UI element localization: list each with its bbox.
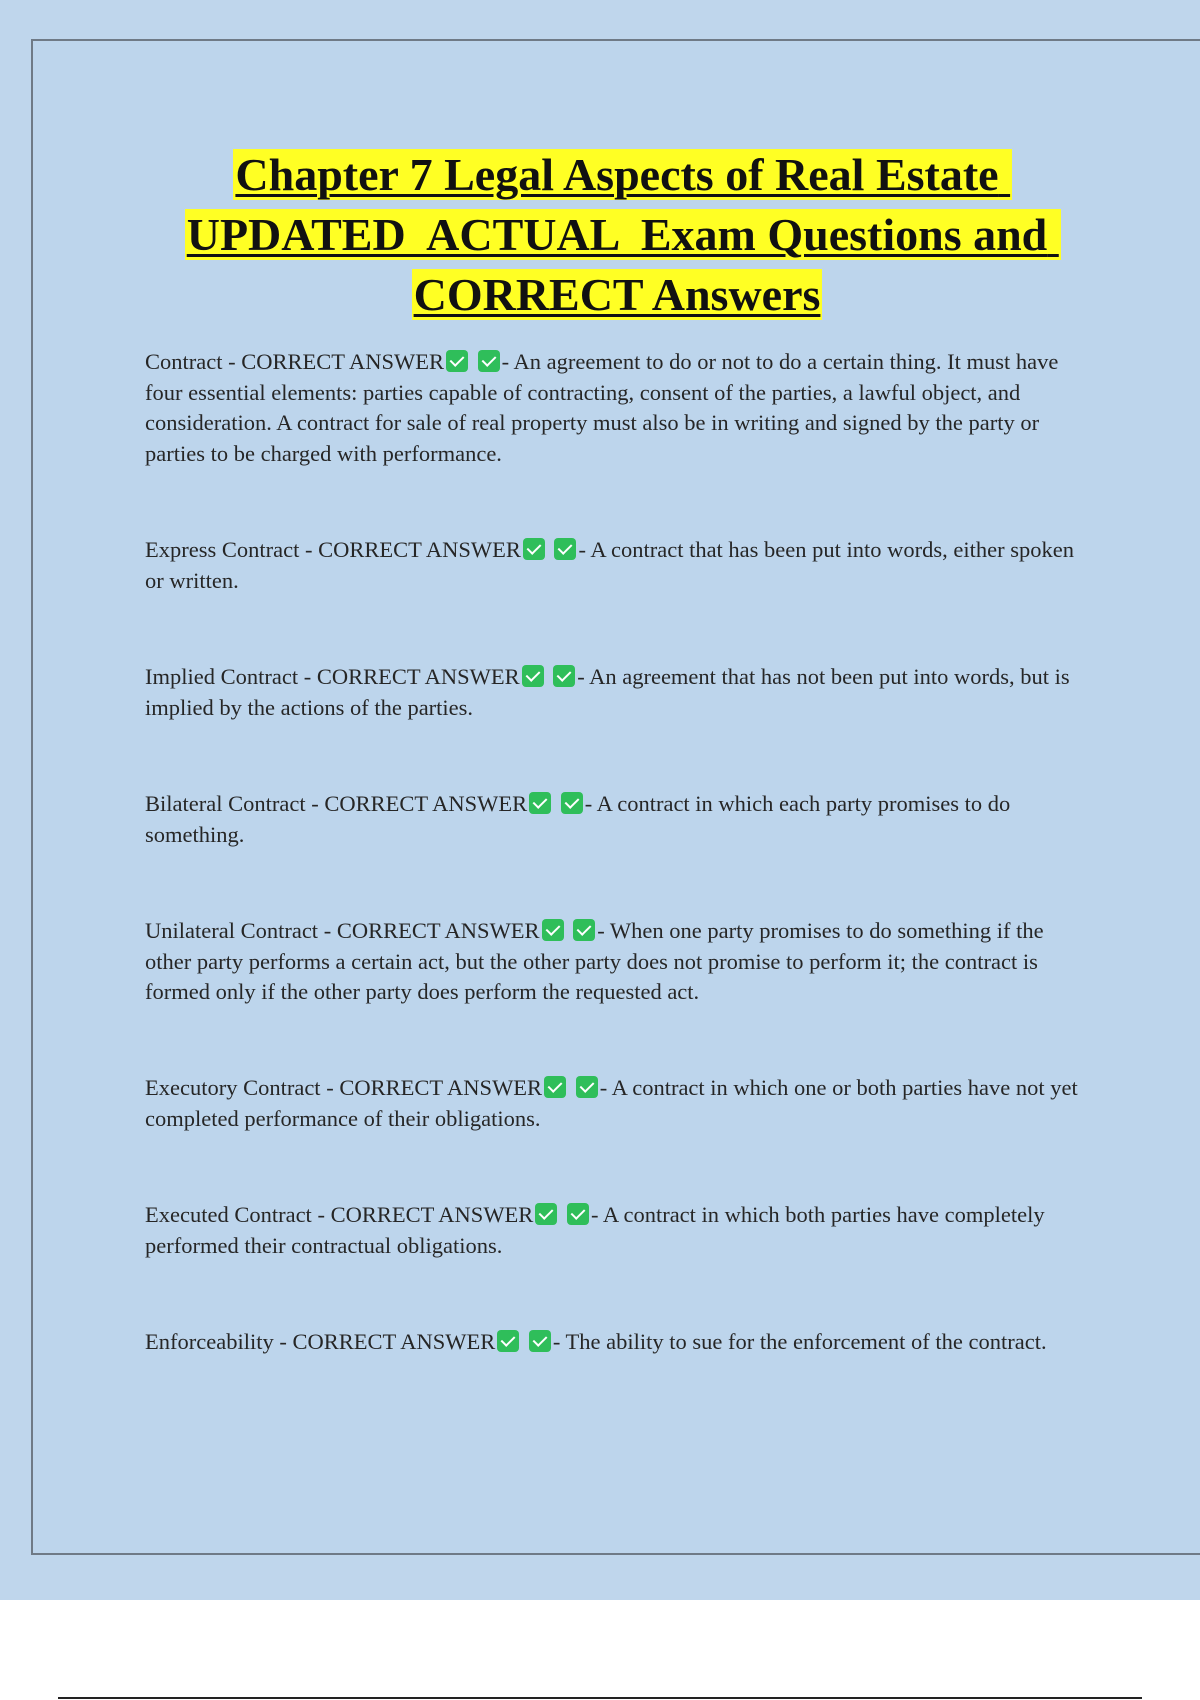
footer-divider [58, 1697, 1142, 1699]
qa-entry-executed-contract: Executed Contract - CORRECT ANSWER - A contract in which both parties have completely performed their contractual obligations. [145, 1202, 1045, 1258]
check-mark-icon [523, 538, 545, 560]
check-mark-icon [529, 1330, 551, 1352]
check-mark-icon [576, 1076, 598, 1098]
check-mark-icon [554, 538, 576, 560]
term: Executed Contract [145, 1202, 312, 1227]
definition: An agreement to do or not to do a certain thing. It must have four essential elements: parties capable of contracting, consent of the parties, a lawful object, and consideration. A contract for sale of real property must also be in writing and signed by the party or parties to be charged with performance. [145, 349, 1059, 466]
definition: A contract in which one or both parties have not yet completed performance of their obligations. [145, 1075, 1078, 1131]
term: Implied Contract [145, 664, 299, 689]
term: Bilateral Contract [145, 791, 306, 816]
check-mark-icon [478, 350, 500, 372]
answer-marker: CORRECT ANSWER [316, 664, 520, 689]
check-mark-icon [553, 665, 575, 687]
term: Enforceability [145, 1329, 274, 1354]
definition: A contract in which both parties have completely performed their contractual obligations. [145, 1202, 1045, 1258]
check-mark-icon [567, 1203, 589, 1225]
qa-entry-express-contract: Express Contract - CORRECT ANSWER - A contract that has been put into words, either spoken or written. [145, 537, 1074, 593]
answer-marker: CORRECT ANSWER [336, 918, 540, 943]
check-mark-icon [561, 792, 583, 814]
check-mark-icon [522, 665, 544, 687]
check-mark-icon [542, 919, 564, 941]
check-mark-icon [529, 792, 551, 814]
check-mark-icon [535, 1203, 557, 1225]
answer-marker: CORRECT ANSWER [318, 537, 521, 562]
term: Executory Contract [145, 1075, 321, 1100]
qa-entry-unilateral-contract: Unilateral Contract - CORRECT ANSWER - When one party promises to do something if the other party performs a certain act, but the other party does not promise to perform it; the contract is formed only if the other party does perform the requested act. [145, 918, 1044, 1004]
term: Contract [145, 349, 223, 374]
answer-marker: CORRECT ANSWER [292, 1329, 496, 1354]
answer-marker: CORRECT ANSWER [339, 1075, 543, 1100]
definition: An agreement that has not been put into words, but is implied by the actions of the parties. [145, 664, 1070, 720]
term: Unilateral Contract [145, 918, 319, 943]
answer-marker: CORRECT ANSWER [324, 791, 528, 816]
check-mark-icon [573, 919, 595, 941]
definition: The ability to sue for the enforcement of the contract. [565, 1329, 1047, 1354]
term: Express Contract [145, 537, 300, 562]
check-mark-icon [544, 1076, 566, 1098]
definition: When one party promises to do something if the other party performs a certain act, but the other party does not promise to perform it; the contract is formed only if the other party does perform the requested act. [145, 918, 1044, 1004]
definition: A contract that has been put into words, either spoken or written. [145, 537, 1074, 593]
qa-entry-contract: Contract - CORRECT ANSWER - An agreement to do or not to do a certain thing. It must have four essential elements: parties capable of contracting, consent of the parties, a lawful object, and consideration. A contract for sale of real property must also be in writing and signed by the party or parties to be charged with performance. [145, 349, 1059, 466]
answer-marker: CORRECT ANSWER [241, 349, 444, 374]
check-mark-icon [446, 350, 468, 372]
qa-entry-bilateral-contract: Bilateral Contract - CORRECT ANSWER - A contract in which each party promises to do something. [145, 791, 1011, 847]
document-title: Chapter 7 Legal Aspects of Real Estate UPDATED ACTUAL Exam Questions and CORRECT Answers [186, 149, 1059, 320]
answer-marker: CORRECT ANSWER [330, 1202, 534, 1227]
qa-entry-implied-contract: Implied Contract - CORRECT ANSWER - An agreement that has not been put into words, but is implied by the actions of the parties. [145, 664, 1070, 720]
qa-entry-enforceability: Enforceability - CORRECT ANSWER - The ability to sue for the enforcement of the contract. [145, 1329, 1047, 1354]
check-mark-icon [497, 1330, 519, 1352]
qa-entry-executory-contract: Executory Contract - CORRECT ANSWER - A contract in which one or both parties have not yet completed performance of their obligations. [145, 1075, 1078, 1131]
definition: A contract in which each party promises to do something. [145, 791, 1011, 847]
